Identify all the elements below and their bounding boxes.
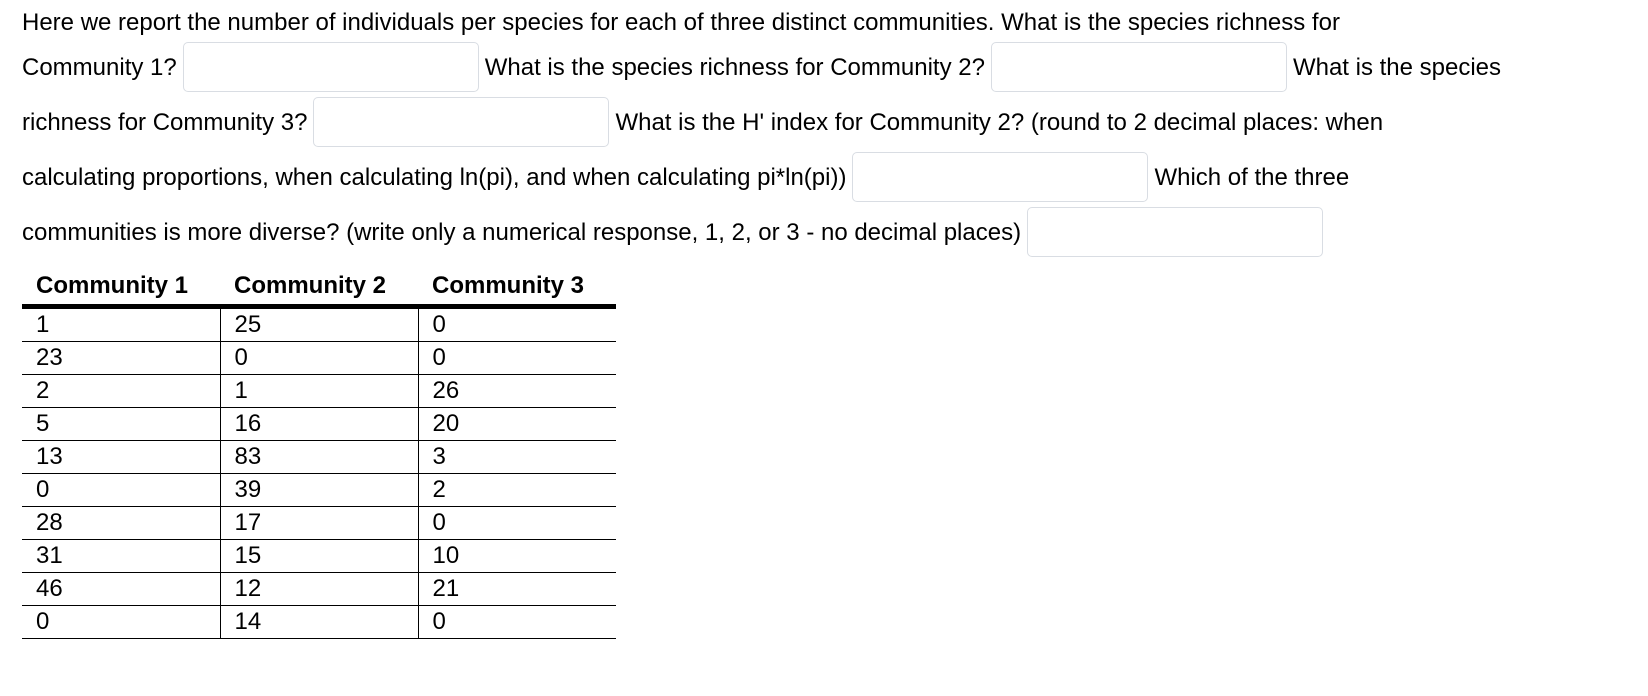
- species-table: [22, 268, 616, 639]
- q4-label-a: What is the H' index for Community 2? (round to 2 decimal places: when: [615, 109, 1384, 136]
- table-cell: 0: [22, 474, 220, 507]
- q4-label-b: calculating proportions, when calculating ln(pi), and when calculating pi*ln(pi)): [22, 164, 847, 191]
- table-row: [22, 408, 616, 441]
- q1-label: Community 1?: [22, 54, 177, 81]
- table-cell: 16: [220, 408, 418, 441]
- table-row: [22, 307, 616, 342]
- table-cell: 23: [22, 342, 220, 375]
- richness-community-1-input[interactable]: [183, 42, 479, 92]
- table-cell: 0: [418, 307, 616, 342]
- table-cell: 3: [418, 441, 616, 474]
- table-cell: 5: [22, 408, 220, 441]
- table-cell: 10: [418, 540, 616, 573]
- table-cell: 14: [220, 606, 418, 639]
- table-cell: 1: [220, 375, 418, 408]
- q3-label-b: richness for Community 3?: [22, 109, 308, 136]
- table-cell: 31: [22, 540, 220, 573]
- table-cell: 0: [418, 342, 616, 375]
- table-cell: 25: [220, 307, 418, 342]
- table-cell: 0: [22, 606, 220, 639]
- intro-text: Here we report the number of individuals per species for each of three distinct communities. What is the species richness for: [22, 9, 1340, 36]
- header-community-1: Community 1: [22, 268, 220, 307]
- table-cell: 15: [220, 540, 418, 573]
- richness-community-2-input[interactable]: [991, 42, 1287, 92]
- q3-label-a: What is the species: [1292, 54, 1502, 81]
- header-community-3: Community 3: [418, 268, 616, 307]
- table-cell: 12: [220, 573, 418, 606]
- table-cell: 28: [22, 507, 220, 540]
- table-cell: 20: [418, 408, 616, 441]
- q2-label: What is the species richness for Community 2?: [484, 54, 985, 81]
- table-cell: 17: [220, 507, 418, 540]
- table-cell: 39: [220, 474, 418, 507]
- table-row: [22, 507, 616, 540]
- table-cell: 0: [418, 606, 616, 639]
- q5-label-a: Which of the three: [1154, 164, 1350, 191]
- table-header-row: [22, 268, 616, 307]
- table-row: [22, 474, 616, 507]
- table-row: [22, 375, 616, 408]
- table-row: [22, 342, 616, 375]
- header-community-2: Community 2: [220, 268, 418, 307]
- table-cell: 46: [22, 573, 220, 606]
- table-row: [22, 606, 616, 639]
- table-row: [22, 441, 616, 474]
- table-row: [22, 573, 616, 606]
- table-cell: 13: [22, 441, 220, 474]
- question-text: [22, 0, 1632, 260]
- table-cell: 21: [418, 573, 616, 606]
- q5-label-b: communities is more diverse? (write only a numerical response, 1, 2, or 3 - no decimal places): [22, 219, 1022, 246]
- table-cell: 1: [22, 307, 220, 342]
- table-cell: 26: [418, 375, 616, 408]
- most-diverse-input[interactable]: [1027, 207, 1323, 257]
- table-row: [22, 540, 616, 573]
- h-index-community-2-input[interactable]: [852, 152, 1148, 202]
- table-cell: 2: [22, 375, 220, 408]
- table-cell: 2: [418, 474, 616, 507]
- table-cell: 83: [220, 441, 418, 474]
- richness-community-3-input[interactable]: [313, 97, 609, 147]
- table-cell: 0: [418, 507, 616, 540]
- table-cell: 0: [220, 342, 418, 375]
